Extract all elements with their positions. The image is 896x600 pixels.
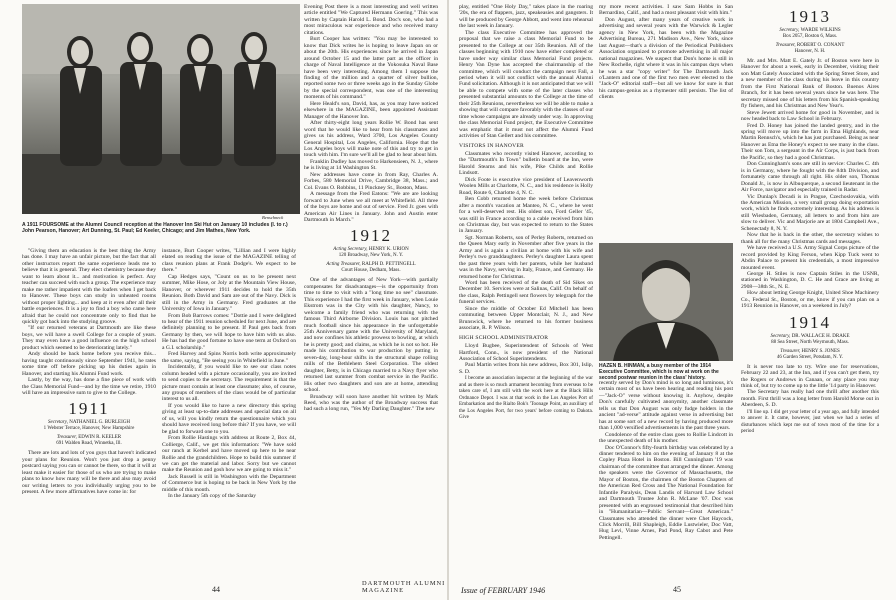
col-paragraph: Fred Harvey and Spins Norris both write approximately the same, saying, "Be seeing you in Whitefield in June." [162,351,296,364]
col-paragraph: New addresses have come in from Ray, Charles A. Forbes, 580 Memorial Drive, Cambridge 38, Mass.; and Col. Evans O. Robbins, 11 Pinckney St., Boston, Mass. [304,171,438,191]
col-paragraph: Sgt. Norman Roberts, son of Perley Roberts, returned on the Queen Mary early in November after five years in the Army and is again a civilian at home with his wife and Perley's two granddaughters. Perley's daughter Laura spent the past three years with her parents, while her husband was in the Navy, serving in Italy, France, and Germany. He returned home for Christmas. [459,234,593,280]
col-paragraph: If you would like to have a new directory this spring giving at least up-to-date addresses and special data on all of us, will you kindly return the questionnaire which you should have received long before this? If you have, we will be glad to forward one to you. [162,402,296,435]
col-paragraph: We have received a U.S. Army Signal Corps picture of the record provided by King Ferson, when Kipp Tuck went to Abdin Palace to present his credentials, a most impressive mounted event. [741,245,879,271]
col-paragraph: "If our returned veterans at Dartmouth are like these boys, we will have a swell College for a couple of years. They may even have a good influence on the high school product which seemed to be deteriorating lately." [22,325,156,351]
col-paragraph: Dick Foote is executive vice president of Leavenworth Woolen Mills at Charlotte, N. C., and his residence is Holly Road, Route 6, Charlotte 4, N. C. [459,176,593,196]
col-paragraph: One of the advantages of New York—with partially compensates for disadvantages—is the opportunity from time to time to visit with a "long time no see" classmate. This experience I had the first week in January, when Louie Ekstrom was in the City with his daughter, Nancy, to welcome a family friend who was returning with the famous Third Airborne Division. Louis has not pitched much football since his appearance in the unforgettable 25th Anniversary game with the University of Maryland, and now confines his athletic prowess to bowling, at which he is pretty good; and claims, as which he is not so hot. He made his contribution to war production by putting in seven-day, long-hour shifts in the structural shape rolling mills of the Bethlehem Steel Corporation. The oldest daughter, Betty, is in Chicago married to a Navy flyer who returned last summer from combat service in the Pacific. His other two daughters and son are at home, attending school. [304,277,438,394]
col-paragraph: The Secretary has really had one thrill after another this month. First thrill was a long letter from Harold Morse out in Aberdeen, S. D. [741,389,879,409]
col-paragraph: George H. Stiles is now Captain Stiles in the USNR, stationed in Washington, D. C. He and Grace are living at 2908—38th St., N. E. [741,270,879,290]
col-paragraph: It is never too late to try. Wire one for reservations, February 22 and 23, at the Inn, and if you can't get them, try the Rogers or Andrews in Canaan, or any place you may think of, but try to come up to the little '14 party in Hanover. [741,363,879,390]
col-paragraph: "Giving them an education is the best thing the Army has done. I may have an unfair picture, but the fact that all other instructors report the same experience leads me to believe that it is general. They elect chemistry because they want to learn about it... and motivation is perfect. Any teacher can succeed with such a group. The experience may make me rather impatient with the loafers when I get back to Hanover. These boys can study in unheated rooms without proper lighting... and keep at it even after all their battle experiences. It is a joy to find a boy who came here afraid that he could not concentrate only to find that he quickly got back into the studying groove. [22,248,156,325]
secretary-line: Secretary, WARDE WILKINS [779,28,841,33]
col-paragraph: Paul Martin writes from his new address, Box 301, Islip, S. D. [459,362,593,375]
secretary-address: 1 Webster Terrace, Hanover, New Hampshire [43,426,135,432]
page-number: 45 [673,585,681,594]
col-paragraph: Since the middle of October Ed Mitchell has been commuting between Upper Montclair, N. J., and New Brunswick, where he returned to his former business associate, R. P. Wilson. [459,305,593,332]
col-paragraph: Incidentally, if you would like to see our class notes column headed with a picture occasionally, you are invited to send copies to the secretary. The requirement is that the picture must contain at least one classmate; also, of course, any groups of members of the class would be of particular interest to us all. [162,364,296,403]
treasurer-line: Treasurer, EDWIN R. KEELER [56,435,122,441]
col-paragraph: In the January 5th copy of the Saturday [168,493,257,500]
class-photo [22,4,300,214]
col-paragraph: Word has been received of the death of Sid Sikes on December 10. Services were at Salinas, Calif. On behalf of the class, Ralph Pettingell sent flowers by telegraph for the funeral services. [459,280,593,306]
col-paragraph: Andy should be back home before you receive this... having taught continuously since September 1941, he rates some time off before picking up his duties again in Hanover, and starting his Alumni Fund work. [22,351,156,377]
class-year-heading: 1912 [350,226,392,246]
col-paragraph: Doc O'Connor's fifty-fourth birthday was celebrated by a dinner tendered to him on the evening of January 8 at the Copley Plaza Hotel in Boston. Bill Cunningham '19 was chairman of the committee that arranged the dinner. Among the speakers were the Governor of Massachusetts, the Mayor of Boston, the chairmen of the Boston Chapters of the American Red Cross and The National Foundation for Infantile Paralysis, Dean Landis of Harvard Law School and Dartmouth Trustee John R. McLane '07. Doc was presented with an engrossed testimonial that described him in "Humanitarian—Public Servant—Great American." Classmates who attended the dinner were Chet Haycock, Click Morrill, Bill Shapleigh, Eddie Lustwieler, Doc Vatt, Hug Levi, Vinne Arnes, Pad Pond, Ray Cabot and Pete Pettingell. [599,444,733,541]
treasurer-address: 691 Walden Road, Winnetka, Ill. [56,441,122,447]
col-paragraph: A message from the Fred Eatons: "We are are looking forward to June when we all meet at Whitefield. All three of the boys are home and out of service. Fred Jr. goes with American Air Lines in January. John and Austin enter Dartmouth in March." [304,191,438,223]
col-paragraph: Mr. and Mrs. Matt E. Gately Jr. of Boston were here in Hanover for about a week, early in December, visiting their son Matt Gately Associated with the Spring Street Store, and a new member of the class during his leave in this country from the First National Bank of Boston. Buenos Aires Branch, for it has been several years since he was here. The secretary missed one of his letters from his Spanish-speaking fly fishers, and his Christmas and New Year's. [741,58,879,110]
col-paragraph: Here Heald's son, David, has, as you may have noticed elsewhere in the MAGAZINE, been appointed Assistant Manager of the Hanover Inn. [304,100,438,120]
treasurer-line: Treasurer, ROBERT O. CONANT [775,43,845,48]
col-paragraph: my more recent activities. I saw Sam Hobbs in San Bernardino, Calif., and had a most pleasant visit with him." [599,4,733,17]
treasurer-address: Hanover, N. H. [794,49,826,54]
secretary-address: 120 Broadway, New York, N. Y. [338,253,404,259]
left-col-1 [22,248,156,568]
col-paragraph: Condolence of the entire class goes to Rollie Lindcott in the unexpected death of his mother. [599,431,733,445]
right-col-1 [459,4,593,568]
col-paragraph: Now that he is back in the other, the secretary wishes to thank all for the many Christmas cards and messages. [741,232,879,245]
col-paragraph: There are lots and lots of you guys that haven't indicated your plans for Reunion. Won't you just drop a penny postcard saying you can or cannot be there, so that it will at least make it easier for those of us who are trying to make plans to know how many will be there and also may avoid our writing letters to you individually urging you to be present. A few more affirmatives have come in: for [22,450,156,496]
class-year-heading: 1914 [789,312,831,332]
treasurer-line: Treasurer, HENRY S. JONES [780,348,840,354]
right-page [449,0,896,600]
col-paragraph: Vic Dunlap's Decadi is in Prague, Czechoslovakia, with the American Mission, a very small group doing exportation work, which he finds extremely interesting. As his address is still Wiesbaden, Germany, all letters to and from him are slow to deliver. Vic and Marjorie are at 1804 Campbell Ave., Schenectady 8, N. Y. [741,193,879,232]
left-col-2 [162,248,296,568]
col-paragraph: I become an association inspector at the beginning of the war and as there is so much armament becoming from overseas to be taken care of, I am still with the work here at the Black Hills Ordnance Depot. I was at that work in the Los Angeles Port of Embarkation and the Rialto Bok's 'Toonage Point, an auxiliary of the Los Angeles Port, for two years' before coming to Dakota. Give [459,375,593,421]
photo-caption: A 1911 FOURSOME at the Alumni Council reception at the Hanover Inn Ski Hut on January 10 includes (l. to r.) John Pearson, Hanover; Art Dunning, St. Paul; Ed Keeler, Chicago; and Jim Mathes, New York. [22,222,288,234]
treasurer-line: Acting Treasurer, RALPH D. PETTINGELL [326,262,416,268]
right-col-2-top [599,4,733,242]
col-paragraph: Evening Post there is a most interesting and well written article entitled "We Captured Hermann Goering." This was written by Captain Harold L. Bond. Doc's son, who had a most miraculous war experience and who received many citations. [304,4,438,36]
secretary-address: Box 2057, Boston 6, Mass. [782,34,838,39]
col-paragraph: Ben Cobb returned home the week before Christmas after a month's vacation at Manteo, N. C., where he went for a well-deserved rest. His oldest son, Ford Geller '45, was still in France according to a cable received from him on Christmas day, but was expected to return to the States in January. [459,196,593,235]
col-paragraph: Jack Russell is still in Washington with the Department of Commerce but is hoping to be back in New York by the middle of this month. [162,473,296,493]
col-paragraph: Broadway will soon have another hit written by Mark Reed, who was the author of the Broadway success that had such a long run, "Yes My Darling Daughter." The new [304,393,438,413]
magazine-title: DARTMOUTH ALUMNI MAGAZINE [362,580,446,594]
col-paragraph: recently served by Don's mind is so long and luminous, it's certain most of us have been hearing and reading his post—"Jack-O" verse without knowing it. Anyhow, despite Don's carefully cultivated anonymity, another classmate tells us that Don August was only fudge holders in the ancient "ad-verse" attitude against verse in advertising but has at some sort of a new record by having produced more than 1,000 versified advertisements in the past three years. [599,380,733,432]
col-paragraph: Fred D. Honey has joined the landed gentry, and in the spring will move up into the farm in Etna Highlands, near Martin Rennsch's, which he has just purchased. Being as near Hanover as Etna the Honey's expect to see many in the class. Their son Tom, a sergeant in the Air Corps, is just back from the Pacific, so they had a good Christmas. [741,122,879,161]
col-paragraph: After thirty-eight long years Rollie W. Bond has sent word that he would like to hear from his classmates and gives us his address, Ward 3700, Los Angeles County General Hospital, Los Angeles, California. Hope that the Los Angeles boys will make note of this and try to get in touch with him. I'm sure we'll all be glad to hear about him. [304,120,438,159]
hinman-caption: HAZEN B. HINMAN, a busy member of the 1914 Executive Committee, which is now at work on the second postwar reunion in the class' history. [599,363,719,381]
col-paragraph: instance, Burt Cooper writes, "Lillian and I were highly elated on reading the issue of the MAGAZINE telling of class reunion plans at Frank Dodge's. We expect to be there." [162,248,296,274]
issue-line: Issue of FEBRUARY 1946 [461,586,546,595]
col-paragraph: From Bob Barrows comes: "Dottie and I were delighted to hear of the 1911 reunion scheduled for next June, and are definitely planning to be present. If Paul gets back from Germany by then, we will hope to have him with us also. He has had the good fortune to have one term at Oxford on a G.I. scholarship." [162,312,296,351]
left-col-3 [304,4,438,568]
treasurer-address: 46 Garden Street, Potsdam, N. Y. [776,354,844,360]
secretary-line: Acting Secretary, HENRY K. URION [333,247,409,253]
hinman-photo [599,243,733,361]
left-page [0,0,447,600]
secretary-address: 88 Sea Street, North Weymouth, Mass. [771,339,849,345]
class-photo-figures [22,4,300,214]
treasurer-address: Court House, Dedham, Mass. [341,268,401,274]
col-paragraph: Classmates who recently visited Hanover, according to the "Dartmouth's In Town" bulletin board at the Inn, were Harold Stearns and his wife, Pike Childs and Rollie Lindsott. [459,150,593,177]
col-paragraph: How about letting George Knight, United Shoe Machinery Co., Federal St., Boston, or me, know if you can plan on a 1913 Reunion in Hanover, on a weekend in July? [741,290,879,310]
class-year-heading: 1911 [68,399,110,419]
col-paragraph: The class Executive Committee has approved the proposal that we raise a class Memorial Fund to be presented to the College at our 35th Reunion. All of the classes beginning with 1910 now have either completed or have under way similar class Memorial Fund projects. Henry Van Dyne has accepted the chairmanship of the committee, which will conduct the campaign next Fall, a period when it will not conflict with the annual Alumni Fund solicitation. Although it is not anticipated that we will be able to compete with some of the later classes who presented substantial amounts to the College at the time of their 25th Reunions, nevertheless we will be able to make a showing that will compare favorably with the classes of our time whose campaigns are already under way. In approving the class Memorial Fund project, the Executive Committee was emphatic that it must not affect the Alumni Fund activities of Stan Gellert and his committee. [459,29,593,140]
col-paragraph: Lastly, by the way, has done a fine piece of work with the Class Memorial Fund—and by the time we retire, 1910 will have an impressive sum to give to the College. [22,377,156,396]
col-paragraph: Don August, after many years of creative work in advertising and several years with the Warwick & Legler agency in New York, has been with the Magazine Advertising Bureau, 271 Madison Ave., New York, since last August—that's a division of the Periodical Publishers Association organized to promote advertising in all major national magazines. We suspect that Don's home is still in New Rochelle, right where it was in his campus days when he was a star "copy writer" for The Dartmouth Jack o'Lantern and one of the first two men ever elected to the "Jack-O" editorial staff—but all we know for sure is that his campus-genius as a rhymester still persists. The list of clients [599,16,733,101]
right-col-3 [741,4,879,568]
secretary-line: Secretary, NATHANIEL G. BURLEIGH [48,420,130,426]
col-paragraph: Cap Hedges says, "Count on us to be present next summer, Mike Hose, or Joly at the Mountain View House, Hanover, or wherever 1911 decides to hold the 35th Reunion. Both David and Sam are out of the Navy. Dick is still in the Army in Germany. Fred graduates at the University of Iowa in January." [162,273,296,313]
col-paragraph: Don Cunningham's sons are still in service: Charles C. 4th is in Germany, where he fought with the 84th Division, and fortunately came through all right. His older son, Thomas Donald Jr., is now in Albuquerque, a second lieutenant in the Air Force, navigator and especially trained in Radar. [741,161,879,194]
section-heading: HIGH SCHOOL ADMINISTRATOR [459,334,549,341]
col-paragraph: From Rollie Hastings with address at Route 2, Box 44, Collierge, Calif., we get this information: "We have sold our ranch at Kerbel and have moved up here to be near Rollie and the grandchildren. Hope to build this summer if we can get the material and labor. Sorry but we cannot make the Reunion and gosh how we are going to miss it." [162,435,296,474]
class-year-heading: 1913 [789,7,831,26]
col-paragraph: I'll line up. I did get your letter of a year ago, and fully intended to answer it. It came, however, just when we had a series of disturbances which kept me out of town most of the time for a period [741,408,879,435]
col-paragraph: Lloyd Bugbee, Superintendent of Schools of West Hartford, Conn., is now president of the National Association of School Superintendents. [459,343,593,363]
photo-credit: Benschneck [262,215,284,220]
col-paragraph: play, entitled "One Holy Day," takes place in the roaring '20s, the era of flappers, jazz, speakeasies and gangsters. It will be produced by George Abbott, and went into rehearsal the last week in January. [459,4,593,30]
page-number: 44 [212,585,220,594]
col-paragraph: Franklin Dudley has moved to Harkensieen, N. J., where he is living at 14 Washington St. [304,158,438,172]
secretary-line: Secretary, DR. WALLACE H. DRAKE [770,333,850,339]
right-col-2-bottom [599,380,733,568]
hinman-portrait [599,243,733,361]
section-heading: VISITORS IN HANOVER [459,142,524,149]
col-paragraph: Steve Jewett arrived home for good in November, and is now headed back to Law School in February. [741,109,879,123]
col-paragraph: Burt Cooper has written: "You may be interested to know that Dick writes he is hoping to leave Japan on or about the 20th. His experiences since he arrived in Japan around October 15 and the latter part as the officer in charge of Naval Intelligence at the Yokosuka Naval Base have been very interesting. Among them I suppose the finding of the million and a quarter of silver bullion, reported some two or three weeks ago in the Sunday Globe by the special correspondent, was one of the interesting moments of his command." [304,36,438,101]
